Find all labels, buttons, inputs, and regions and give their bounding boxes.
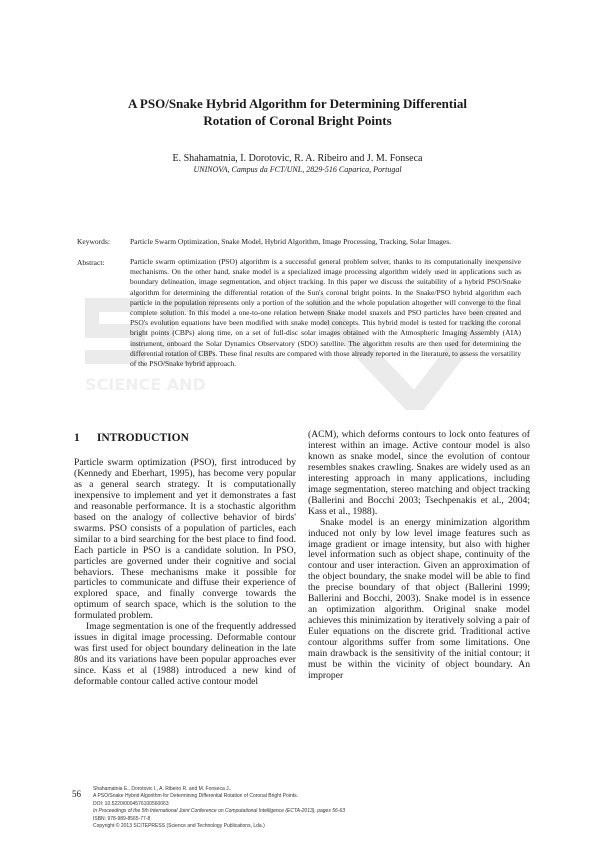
keywords-label: Keywords: xyxy=(77,237,110,246)
left-paragraph-1: Particle swarm optimization (PSO), first introduced by (Kennedy and Eberhart, 1995), has become very popular as a general search strategy. It is computationally inexpensive to implement and yet it demonstrates a fast and reasonable performance. It is a stochastic algorithm based on the analogy of collective behavior of birds' swarms. PSO consists of a population of particles, each similar to a bird searching for the best place to find food. Each particle in PSO is a candidate solution. In PSO, particles are governed under their cognitive and social behaviors. These mechanisms make it possible for particles to communicate and diffuse their experience of explored space, and finally converge towards the optimum of search space, which is the solution to the formulated problem. xyxy=(74,457,296,622)
keywords-text: Particle Swarm Optimization, Snake Model, Hybrid Algorithm, Image Processing, Tracking, Solar Images. xyxy=(130,237,451,246)
abstract-text: Particle swarm optimization (PSO) algorithm is a successful general problem solver, thanks to its computationally inexpensive mechanisms. On the other hand, snake model is a specialized image processing algorithm widely used in applications such as boundary delineation, image segmentation, and object tracking. In this paper we discuss the suitability of a hybrid PSO/Snake algorithm for determining the differential rotation of the Sun's coronal bright points. In the Snake/PSO hybrid algorithm each particle in the population represents only a portion of the solution and the whole population altogether will converge to the final complete solution. In this model a one-to-one relation between Snake model snaxels and PSO particles have been created and PSO's evolution equations have been modified with snake model concepts. This hybrid model is tested for tracking the coronal bright points (CBPs) along time, on a set of full-disc solar images obtained with the Atmospheric Imaging Assembly (AIA) instrument, onboard the Solar Dynamics Observatory (SDO) satellite. The algorithm results are then used for determining the differential rotation of CBPs. These final results are compared with those already reported in the literature, to assess the versatility of the PSO/Snake hybrid approach. xyxy=(130,257,521,369)
title-line-2: Rotation of Coronal Bright Points xyxy=(203,113,392,128)
right-paragraph-2: Snake model is an energy minimization algorithm induced not only by low level image features such as image gradient or image intensity, but also with higher level information such as object shape, continuity of the contour and user interaction. Given an approximation of the object boundary, the snake model will be able to find the precise boundary of that object (Ballerini 1999; Ballerini and Bocchi, 2003). Snake model is in essence an optimization algorithm. Original snake model achieves this minimization by iteratively solving a pair of Euler equations on the discrete grid. Traditional active contour algorithms suffer from some limitations. One main drawback is the sensitivity of the initial contour; it must be within the vicinity of object boundary. An improper xyxy=(308,516,530,681)
footer-proceedings: In Proceedings of the 5th International Joint Conference on Computational Intelligence (ECTA-2013), pages 56-63 xyxy=(93,808,346,815)
abstract-label: Abstract: xyxy=(77,258,105,267)
section-title: INTRODUCTION xyxy=(96,432,189,444)
right-column xyxy=(308,430,530,682)
footer-doi: DOI: 10.5220/0004576100560063 xyxy=(93,800,169,807)
section-number: 1 xyxy=(74,432,80,444)
citation-footer xyxy=(93,786,513,830)
svg-text:SCIENCE AND: SCIENCE AND xyxy=(85,375,206,394)
left-column xyxy=(74,458,296,688)
paper-title xyxy=(60,95,535,129)
right-paragraph-1: (ACM), which deforms contours to lock onto features of interest within an image. Active contour model is also known as snake model, since the evolution of contour resembles snakes crawling. Snakes are widely used as an interesting approach in many applications, including image segmentation, stereo matching and object tracking (Ballerini and Bocchi 2003; Tsechpenakis et al., 2004; Kass et al., 1988). xyxy=(308,429,530,517)
footer-title: A PSO/Snake Hybrid Algorithm for Determining Differential Rotation of Coronal Bright Points. xyxy=(93,793,299,800)
left-paragraph-2: Image segmentation is one of the frequently addressed issues in digital image processing. Deformable contour was first used for object boundary delineation in the late 80s and its variations have been popular approaches ever since. Kass et al (1988) introduced a new kind of deformable contour called active contour model xyxy=(74,621,296,688)
page-number: 56 xyxy=(72,789,81,799)
footer-copyright: Copyright © 2013 SCITEPRESS (Science and Technology Publications, Lda.) xyxy=(93,823,265,830)
title-line-1: A PSO/Snake Hybrid Algorithm for Determining Differential xyxy=(128,96,467,111)
affiliation: UNINOVA, Campus da FCT/UNL, 2829-516 Caparica, Portugal xyxy=(193,165,402,174)
section-heading xyxy=(74,432,189,444)
footer-authors: Shahamatnia E., Dorotovic I., A. Ribeiro R. and M. Fonseca J.. xyxy=(93,786,232,792)
author-list: E. Shahamatnia, I. Dorotovic, R. A. Ribeiro and J. M. Fonseca xyxy=(172,153,423,164)
footer-isbn: ISBN: 978-989-8565-77-8 xyxy=(93,815,151,822)
